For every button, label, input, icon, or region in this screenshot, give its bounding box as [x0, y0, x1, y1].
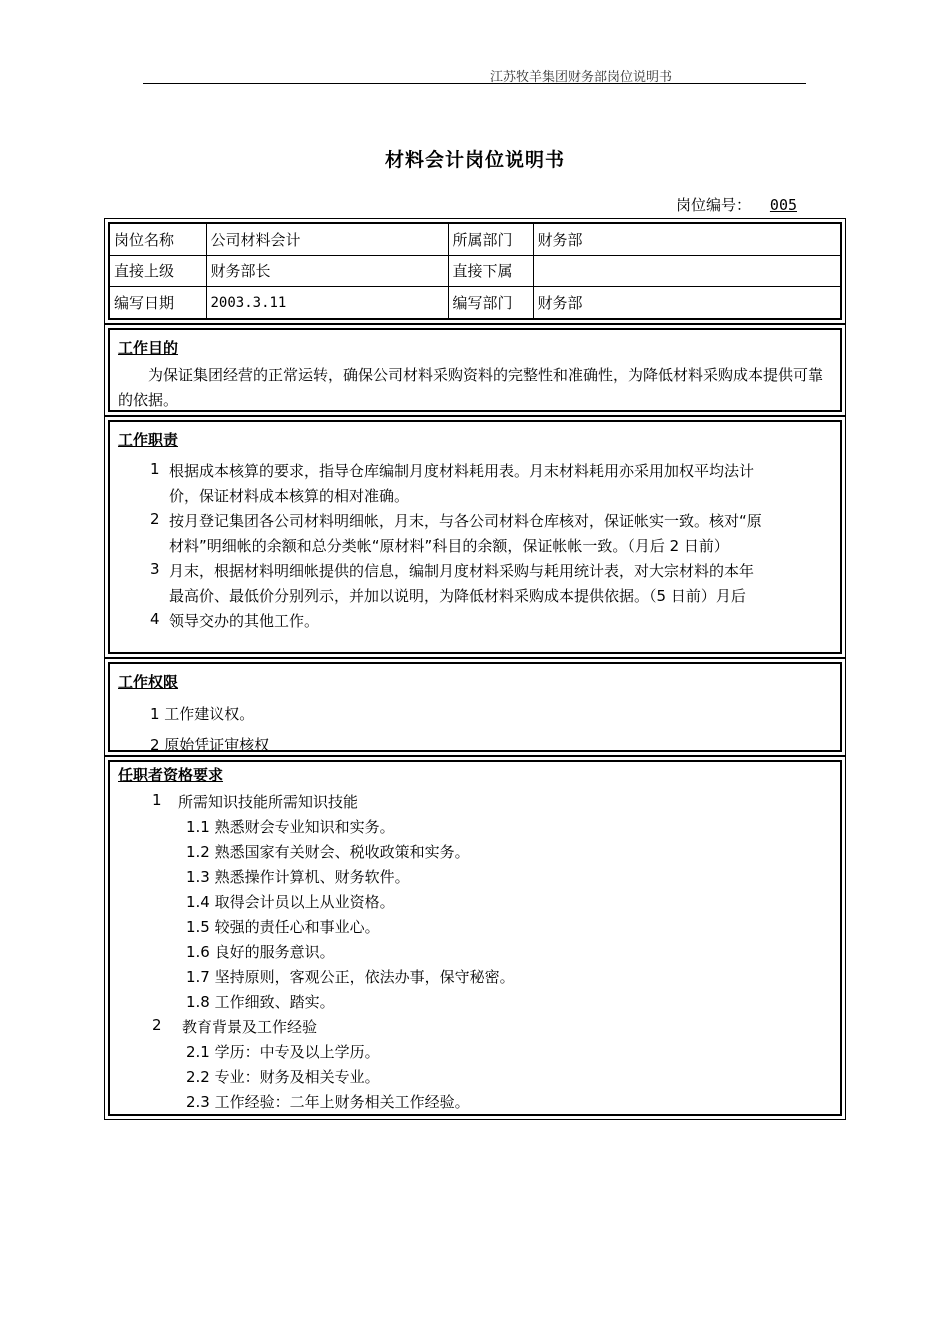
purpose-border: [108, 328, 842, 412]
duty-line: 根据成本核算的要求，指导仓库编制月度材料耗用表。月末材料耗用亦采用加权平均法计: [169, 462, 755, 480]
department-label: 所属部门: [448, 224, 533, 255]
duties-title: 工作职责: [118, 431, 179, 449]
position-name-value: 公司材料会计: [206, 224, 448, 255]
post-number-label: 岗位编号：: [676, 196, 752, 214]
written-department-label: 编写部门: [448, 287, 533, 318]
info-table: [110, 224, 840, 318]
duty-number: 3: [150, 560, 160, 578]
header-rule: [143, 83, 806, 84]
table-row: [110, 224, 840, 255]
qualification-group-number: 1: [152, 791, 162, 809]
direct-subordinate-value: [533, 255, 840, 287]
purpose-text: 为保证集团经营的正常运转，确保公司材料采购资料的完整性和准确性，为降低材料采购成本提供可靠的依据。: [118, 366, 824, 409]
duty-number: 1: [150, 460, 160, 478]
info-table-border: [108, 222, 842, 320]
duty-line: 按月登记集团各公司材料明细帐，月末，与各公司材料仓库核对，保证帐实一致。核对“原: [169, 512, 762, 530]
direct-subordinate-label: 直接下属: [448, 255, 533, 287]
qualification-item: 2.2 专业：财务及相关专业。: [186, 1068, 380, 1086]
purpose-section: [104, 324, 846, 416]
document-title: 材料会计岗位说明书: [384, 149, 565, 171]
qualification-item: 2.3 工作经验：二年上财务相关工作经验。: [186, 1093, 470, 1111]
purpose-title: 工作目的: [118, 339, 179, 357]
qualification-item: 1.7 坚持原则，客观公正，依法办事，保守秘密。: [186, 968, 515, 986]
qualification-group-number: 2: [152, 1016, 162, 1034]
authority-item: 1 工作建议权。: [150, 705, 255, 723]
duty-number: 2: [150, 510, 160, 528]
duty-number: 4: [150, 610, 160, 628]
post-number-value: 005: [769, 196, 798, 214]
qualifications-section: [104, 756, 846, 1120]
written-date-value: 2003.3.11: [206, 287, 448, 318]
authority-section: [104, 658, 846, 756]
qualification-item: 1.2 熟悉国家有关财会、税收政策和实务。: [186, 843, 470, 861]
qualification-item: 2.1 学历：中专及以上学历。: [186, 1043, 380, 1061]
qualification-item: 1.4 取得会计员以上从业资格。: [186, 893, 395, 911]
document-header: 江苏牧羊集团财务部岗位说明书: [490, 70, 673, 85]
qualification-item: 1.6 良好的服务意识。: [186, 943, 335, 961]
authority-item: 2 原始凭证审核权: [150, 736, 270, 754]
info-table-frame: [104, 218, 846, 324]
duty-line: 最高价、最低价分别列示，并加以说明，为降低材料采购成本提供依据。（5 日前）月后: [169, 587, 746, 605]
duty-line: 材料”明细帐的余额和总分类帐“原材料”科目的余额，保证帐帐一致。（月后 2 日前）: [169, 537, 729, 555]
qualifications-border: [108, 760, 842, 1116]
duties-section: [104, 416, 846, 658]
qualifications-title: 任职者资格要求: [118, 766, 224, 784]
duty-line: 价，保证材料成本核算的相对准确。: [169, 487, 410, 505]
written-department-value: 财务部: [533, 287, 840, 318]
table-row: [110, 255, 840, 287]
position-name-label: 岗位名称: [110, 224, 206, 255]
duties-border: [108, 420, 842, 654]
post-number: [676, 194, 797, 215]
department-value: 财务部: [533, 224, 840, 255]
direct-superior-label: 直接上级: [110, 255, 206, 287]
table-row: [110, 287, 840, 318]
qualification-item: 1.1 熟悉财会专业知识和实务。: [186, 818, 395, 836]
qualification-item: 1.5 较强的责任心和事业心。: [186, 918, 380, 936]
direct-superior-value: 财务部长: [206, 255, 448, 287]
qualification-group-title: 所需知识技能所需知识技能: [178, 793, 359, 811]
qualification-item: 1.8 工作细致、踏实。: [186, 993, 335, 1011]
authority-border: [108, 662, 842, 752]
qualification-item: 1.3 熟悉操作计算机、财务软件。: [186, 868, 410, 886]
duty-line: 领导交办的其他工作。: [169, 612, 320, 630]
duty-line: 月末，根据材料明细帐提供的信息，编制月度材料采购与耗用统计表，对大宗材料的本年: [169, 562, 755, 580]
qualification-group-title: 教育背景及工作经验: [182, 1018, 318, 1036]
authority-title: 工作权限: [118, 673, 179, 691]
written-date-label: 编写日期: [110, 287, 206, 318]
